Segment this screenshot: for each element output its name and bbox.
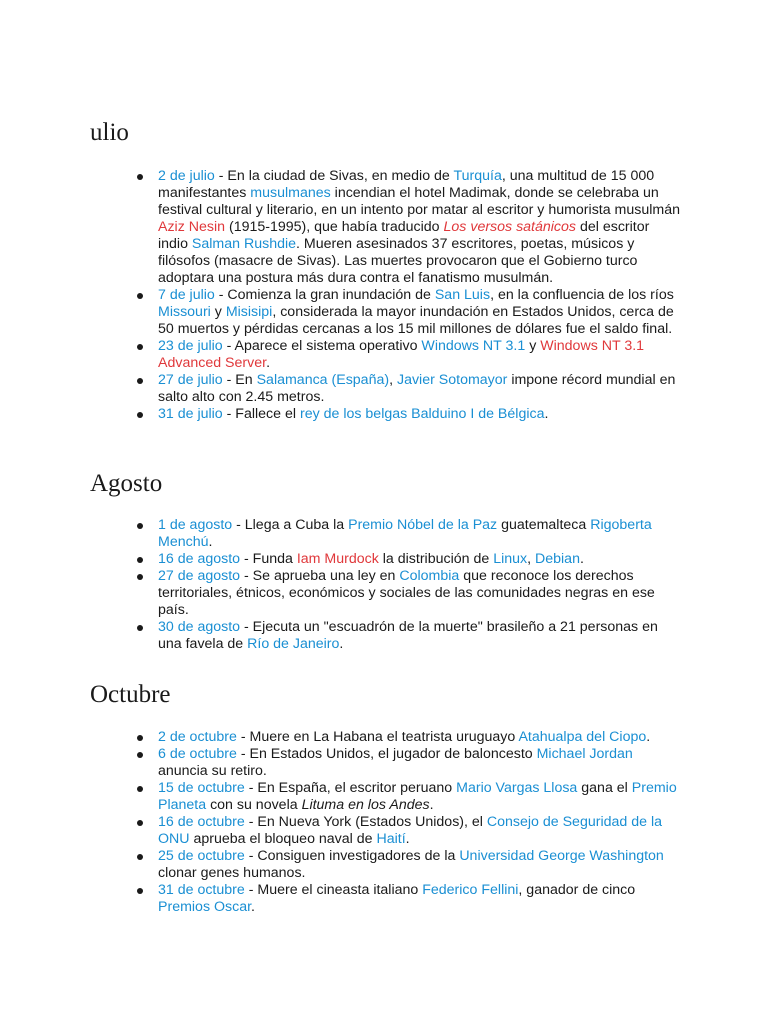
text-segment: . bbox=[339, 636, 344, 652]
text-segment: , considerada la mayor inundación en Estados Unidos, cerca de 50 muertos y pérdidas cercanas a los 15 mil millones de dólares fue el saldo final. bbox=[158, 304, 674, 337]
list-item bbox=[0, 848, 768, 882]
link[interactable]: 2 de octubre bbox=[158, 729, 237, 745]
text-segment: . bbox=[405, 831, 410, 847]
link[interactable]: Misisipi bbox=[225, 304, 273, 320]
list-item bbox=[0, 406, 768, 423]
list-item bbox=[0, 287, 768, 338]
text-segment: (1915-1995), que había traducido bbox=[225, 219, 444, 235]
link[interactable]: 23 de julio bbox=[158, 338, 223, 354]
text-segment: y bbox=[210, 304, 226, 320]
link[interactable]: Consejo de Seguridad de la ONU bbox=[158, 814, 662, 847]
text-segment: - En Nueva York (Estados Unidos), el bbox=[244, 814, 487, 830]
text-segment: , una multitud de 15 000 manifestantes bbox=[158, 168, 655, 201]
text-segment: - Funda bbox=[240, 551, 297, 567]
text-segment: - En España, el escritor peruano bbox=[244, 780, 457, 796]
link[interactable]: Salamanca (España) bbox=[256, 372, 390, 388]
list-item bbox=[0, 568, 768, 619]
link[interactable]: Los versos satánicos bbox=[443, 219, 577, 235]
link[interactable]: 2 de julio bbox=[158, 168, 215, 184]
link[interactable]: 6 de octubre bbox=[158, 746, 237, 762]
list-item bbox=[0, 729, 768, 746]
link[interactable]: 31 de julio bbox=[158, 406, 223, 422]
text-segment: - Muere en La Habana el teatrista uruguayo bbox=[236, 729, 519, 745]
text-segment: que reconoce los derechos territoriales, étnicos, económicos y sociales de las comunidades negras en ese país. bbox=[158, 568, 655, 618]
list-item bbox=[0, 168, 768, 287]
text-segment: - Llega a Cuba la bbox=[232, 517, 349, 533]
link[interactable]: Rigoberta Menchú bbox=[158, 517, 652, 550]
link[interactable]: Aziz Nesin bbox=[158, 219, 226, 235]
text-segment: anuncia su retiro. bbox=[158, 763, 267, 779]
link[interactable]: Turquía bbox=[453, 168, 502, 184]
event-list-julio bbox=[0, 168, 768, 423]
text-segment: y bbox=[525, 338, 541, 354]
text-segment: - En la ciudad de Sivas, en medio de bbox=[214, 168, 454, 184]
text-segment: - Comienza la gran inundación de bbox=[214, 287, 435, 303]
text-segment: , bbox=[527, 551, 535, 567]
list-item bbox=[0, 746, 768, 780]
list-item bbox=[0, 619, 768, 653]
link[interactable]: San Luis bbox=[434, 287, 491, 303]
link[interactable]: Río de Janeiro bbox=[247, 636, 340, 652]
link[interactable]: 30 de agosto bbox=[158, 619, 241, 635]
link[interactable]: Windows NT 3.1 Advanced Server bbox=[158, 338, 645, 371]
link[interactable]: Colombia bbox=[399, 568, 460, 584]
text-segment: - En Estados Unidos, el jugador de baloncesto bbox=[236, 746, 537, 762]
link[interactable]: 1 de agosto bbox=[158, 517, 233, 533]
text-segment: guatemalteca bbox=[497, 517, 591, 533]
link[interactable]: 15 de octubre bbox=[158, 780, 245, 796]
text-segment: del escritor indio bbox=[158, 219, 650, 252]
event-list-octubre bbox=[0, 729, 768, 916]
link[interactable]: Mario Vargas Llosa bbox=[456, 780, 578, 796]
list-item bbox=[0, 372, 768, 406]
text-segment: gana el bbox=[577, 780, 632, 796]
text-segment: . bbox=[646, 729, 651, 745]
link[interactable]: Javier Sotomayor bbox=[396, 372, 508, 388]
link[interactable]: 27 de julio bbox=[158, 372, 223, 388]
list-item bbox=[0, 814, 768, 848]
link[interactable]: Haití bbox=[376, 831, 406, 847]
text-segment: con su novela bbox=[206, 797, 302, 813]
text-segment: . bbox=[266, 355, 271, 371]
text-segment: - En bbox=[222, 372, 257, 388]
link[interactable]: Atahualpa del Ciopo bbox=[518, 729, 647, 745]
link[interactable]: rey de los belgas Balduino I de Bélgica bbox=[299, 406, 545, 422]
link[interactable]: 16 de agosto bbox=[158, 551, 241, 567]
list-item bbox=[0, 551, 768, 568]
text-segment: impone récord mundial en salto alto con 2.45 metros. bbox=[158, 372, 676, 405]
link[interactable]: Premio Planeta bbox=[158, 780, 677, 813]
text-segment: - Ejecuta un "escuadrón de la muerte" brasileño a 21 personas en una favela de bbox=[158, 619, 658, 652]
text-segment: . bbox=[251, 899, 255, 915]
text-segment: - Aparece el sistema operativo bbox=[222, 338, 422, 354]
link[interactable]: 27 de agosto bbox=[158, 568, 241, 584]
link[interactable]: 7 de julio bbox=[158, 287, 215, 303]
link[interactable]: Universidad George Washington bbox=[459, 848, 664, 864]
section-title-octubre: Octubre bbox=[90, 681, 171, 708]
link[interactable]: Linux bbox=[493, 551, 528, 567]
link[interactable]: Premios Oscar bbox=[158, 899, 252, 915]
link[interactable]: Missouri bbox=[158, 304, 211, 320]
link[interactable]: 25 de octubre bbox=[158, 848, 245, 864]
text-segment: la distribución de bbox=[378, 551, 494, 567]
link[interactable]: Windows NT 3.1 bbox=[421, 338, 526, 354]
event-list-agosto bbox=[0, 517, 768, 653]
text-segment: , bbox=[389, 372, 397, 388]
link[interactable]: Salman Rushdie bbox=[191, 236, 297, 252]
text-segment: incendian el hotel Madimak, donde se celebraba un festival cultural y literario, en un intento por matar al escritor y humorista musulmán bbox=[158, 185, 681, 218]
list-item bbox=[0, 517, 768, 551]
text-segment: . bbox=[544, 406, 549, 422]
text-segment: aprueba el bloqueo naval de bbox=[189, 831, 377, 847]
link[interactable]: 31 de octubre bbox=[158, 882, 245, 898]
list-item bbox=[0, 882, 768, 916]
list-item bbox=[0, 338, 768, 372]
text-segment: - Muere el cineasta italiano bbox=[244, 882, 423, 898]
link[interactable]: Iam Murdock bbox=[296, 551, 379, 567]
text-segment: - Fallece el bbox=[222, 406, 300, 422]
link[interactable]: Premio Nóbel de la Paz bbox=[348, 517, 498, 533]
text-segment: clonar genes humanos. bbox=[158, 865, 306, 881]
link[interactable]: Michael Jordan bbox=[536, 746, 633, 762]
text-segment: . bbox=[579, 551, 584, 567]
text-segment: , en la confluencia de los ríos bbox=[490, 287, 674, 303]
link[interactable]: Federico Fellini bbox=[422, 882, 519, 898]
section-title-agosto: Agosto bbox=[90, 470, 163, 497]
list-item bbox=[0, 780, 768, 814]
section-title-julio: ulio bbox=[90, 119, 129, 146]
link[interactable]: musulmanes bbox=[250, 185, 331, 201]
text-segment: . Mueren asesinados 37 escritores, poetas, músicos y filósofos (masacre de Sivas). Las muertes provocaron que el Gobierno turco adoptara una postura más dura contra el fanatismo musulmán. bbox=[158, 236, 638, 286]
text-segment: . bbox=[429, 797, 434, 813]
text-segment: - Consiguen investigadores de la bbox=[244, 848, 460, 864]
text-segment: , ganador de cinco bbox=[518, 882, 636, 898]
text-segment: - Se aprueba una ley en bbox=[240, 568, 400, 584]
link[interactable]: 16 de octubre bbox=[158, 814, 245, 830]
text-segment: Lituma en los Andes bbox=[301, 797, 430, 813]
link[interactable]: Debian bbox=[535, 551, 580, 567]
text-segment: . bbox=[208, 534, 213, 550]
